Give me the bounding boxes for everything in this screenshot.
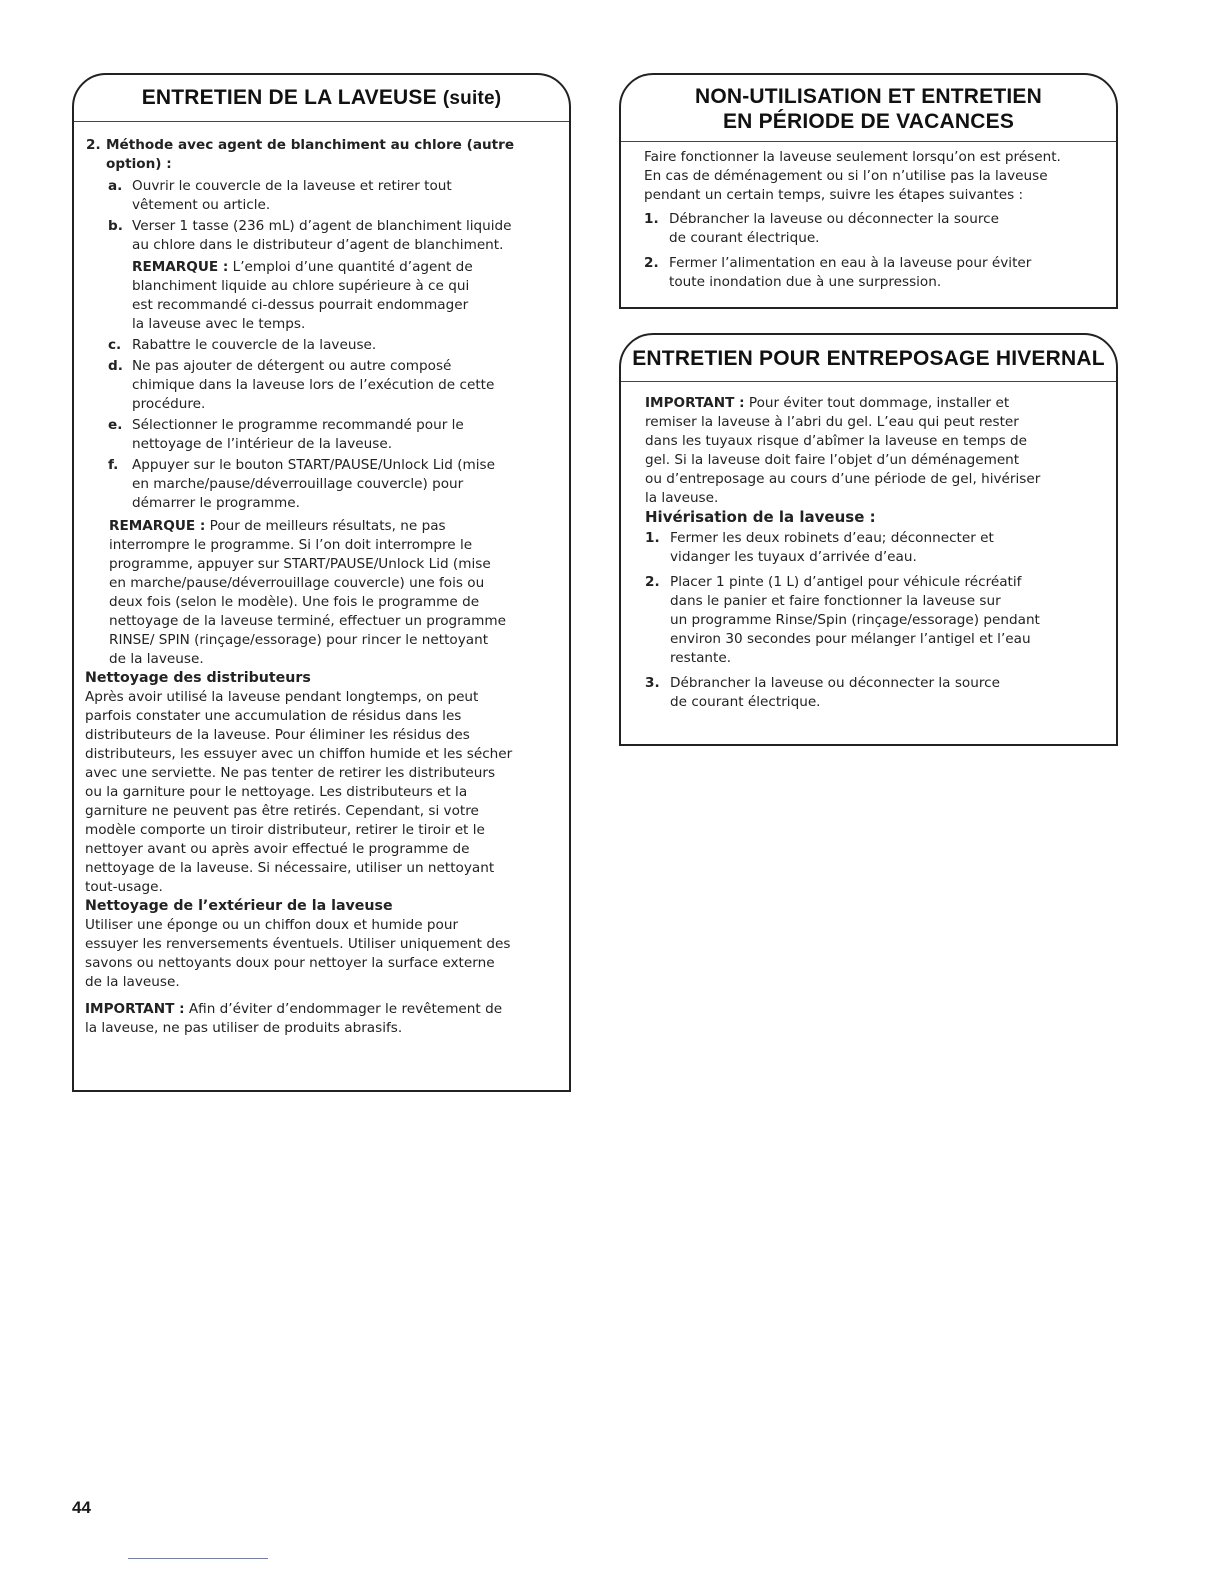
important-label: IMPORTANT : xyxy=(645,395,745,411)
item-text-line: Débrancher la laveuse ou déconnecter la source xyxy=(670,675,1000,691)
paragraph-line: la laveuse. xyxy=(645,490,719,506)
paragraph-line: de la laveuse. xyxy=(85,974,180,990)
note-line: L’emploi d’une quantité d’agent de xyxy=(228,259,473,275)
important-label: IMPORTANT : xyxy=(85,1001,185,1017)
dispensers-paragraph xyxy=(84,688,559,897)
paragraph-line: Afin d’éviter d’endommager le revêtement de xyxy=(184,1001,503,1017)
sub-step-item xyxy=(108,177,559,215)
item-number: 3. xyxy=(645,675,660,691)
item-text-line: Verser 1 tasse (236 mL) d’agent de blanchiment liquide xyxy=(132,218,512,234)
step-item xyxy=(645,674,1106,712)
step-number: 2. xyxy=(86,137,101,153)
section-body xyxy=(621,142,1116,292)
note-line: blanchiment liquide au chlore supérieure à ce qui xyxy=(132,278,470,294)
step-title-line: Méthode avec agent de blanchiment au chlore (autre xyxy=(106,137,515,153)
dispensers-heading: Nettoyage des distributeurs xyxy=(85,670,311,686)
sub-step-item xyxy=(108,217,559,334)
item-text xyxy=(132,336,559,355)
item-number: c. xyxy=(108,337,122,353)
washer-care-continued-section xyxy=(72,73,571,1092)
item-text-line: toute inondation due à une surpression. xyxy=(669,274,942,290)
item-text xyxy=(669,210,1106,248)
item-text xyxy=(670,674,1106,712)
step-list xyxy=(644,210,1106,292)
exterior-paragraph xyxy=(84,916,559,992)
paragraph-line: ou d’entreposage au cours d’une période de gel, hivériser xyxy=(645,471,1041,487)
paragraph-line: dans les tuyaux risque d’abîmer la laveuse en temps de xyxy=(645,433,1027,449)
paragraph-line: tout-usage. xyxy=(85,879,163,895)
step-title-line: option) : xyxy=(106,156,172,172)
paragraph-line: nettoyage de la laveuse. Si nécessaire, utiliser un nettoyant xyxy=(85,860,495,876)
item-text-line: de courant électrique. xyxy=(669,230,820,246)
note-label: REMARQUE : xyxy=(109,518,206,534)
note-label: REMARQUE : xyxy=(132,259,229,275)
section-title-text: ENTRETIEN DE LA LAVEUSE xyxy=(141,86,437,109)
note-line: interrompre le programme. Si l’on doit interrompre le xyxy=(109,537,473,553)
item-text-line: Ouvrir le couvercle de la laveuse et retirer tout xyxy=(132,178,452,194)
step-title xyxy=(106,136,559,174)
item-number: f. xyxy=(108,457,119,473)
section-title xyxy=(621,335,1116,382)
section-title-line: NON-UTILISATION ET ENTRETIEN xyxy=(694,85,1043,108)
paragraph-line: Faire fonctionner la laveuse seulement lorsqu’on est présent. xyxy=(644,149,1061,165)
paragraph-line: En cas de déménagement ou si l’on n’utilise pas la laveuse xyxy=(644,168,1048,184)
item-number: b. xyxy=(108,218,123,234)
winter-storage-section xyxy=(619,333,1118,746)
step-item xyxy=(645,529,1106,567)
item-text-line: en marche/pause/déverrouillage couvercle) pour xyxy=(132,476,464,492)
note-line: deux fois (selon le modèle). Une fois le programme de xyxy=(109,594,480,610)
section-title xyxy=(621,75,1116,142)
section-body xyxy=(74,122,569,1038)
note-line: Pour de meilleurs résultats, ne pas xyxy=(205,518,446,534)
item-text-line: nettoyage de l’intérieur de la laveuse. xyxy=(132,436,393,452)
section-title-line: EN PÉRIODE DE VACANCES xyxy=(722,110,1015,133)
paragraph-line: ou la garniture pour le nettoyage. Les distributeurs et la xyxy=(85,784,468,800)
item-text-line: Débrancher la laveuse ou déconnecter la source xyxy=(669,211,999,227)
paragraph-line: Après avoir utilisé la laveuse pendant longtemps, on peut xyxy=(85,689,479,705)
item-number: 1. xyxy=(645,530,660,546)
item-text-line: dans le panier et faire fonctionner la laveuse sur xyxy=(670,593,1001,609)
intro-paragraph xyxy=(644,148,1106,205)
item-text-line: Appuyer sur le bouton START/PAUSE/Unlock Lid (mise xyxy=(132,457,495,473)
section-title xyxy=(74,75,569,122)
item-text-line: Rabattre le couvercle de la laveuse. xyxy=(132,337,377,353)
item-text xyxy=(132,217,559,334)
paragraph-line: la laveuse, ne pas utiliser de produits abrasifs. xyxy=(85,1020,403,1036)
item-text-line: environ 30 secondes pour mélanger l’antigel et l’eau xyxy=(670,631,1031,647)
item-text xyxy=(132,177,559,215)
item-text-line: un programme Rinse/Spin (rinçage/essorage) pendant xyxy=(670,612,1040,628)
paragraph-line: remiser la laveuse à l’abri du gel. L’eau qui peut rester xyxy=(645,414,1019,430)
item-number: 2. xyxy=(644,255,659,271)
item-text xyxy=(132,357,559,414)
step-2-heading xyxy=(84,136,559,174)
sub-step-item xyxy=(108,336,559,355)
important-text xyxy=(645,395,1040,506)
item-text-line: démarrer le programme. xyxy=(132,495,300,511)
item-text-line: chimique dans la laveuse lors de l’exécution de cette xyxy=(132,377,495,393)
note-line: nettoyage de la laveuse terminé, effectuer un programme xyxy=(109,613,506,629)
paragraph-line: avec une serviette. Ne pas tenter de retirer les distributeurs xyxy=(85,765,496,781)
item-text-line: procédure. xyxy=(132,396,206,412)
item-text-line: Ne pas ajouter de détergent ou autre composé xyxy=(132,358,452,374)
paragraph-line: gel. Si la laveuse doit faire l’objet d’un déménagement xyxy=(645,452,1020,468)
paragraph-line: pendant un certain temps, suivre les étapes suivantes : xyxy=(644,187,1024,203)
sub-step-list xyxy=(84,177,559,513)
item-text xyxy=(132,416,559,454)
important-paragraph xyxy=(645,394,1106,508)
paragraph-line: Utiliser une éponge ou un chiffon doux et humide pour xyxy=(85,917,459,933)
note-line: RINSE/ SPIN (rinçage/essorage) pour rincer le nettoyant xyxy=(109,632,489,648)
step-item xyxy=(644,210,1106,248)
item-number: a. xyxy=(108,178,123,194)
paragraph-line: parfois constater une accumulation de résidus dans les xyxy=(85,708,462,724)
section-title-suffix: (suite) xyxy=(442,88,502,109)
item-number: 2. xyxy=(645,574,660,590)
note-line: de la laveuse. xyxy=(109,651,204,667)
paragraph-line: distributeurs de la laveuse. Pour éliminer les résidus des xyxy=(85,727,470,743)
item-text-line: restante. xyxy=(670,650,732,666)
item-number: e. xyxy=(108,417,123,433)
sub-step-item xyxy=(108,456,559,513)
sub-step-item xyxy=(108,416,559,454)
sub-step-item xyxy=(108,357,559,414)
paragraph-line: garniture ne peuvent pas être retirés. Cependant, si votre xyxy=(85,803,479,819)
item-text-line: vidanger les tuyaux d’arrivée d’eau. xyxy=(670,549,917,565)
item-text-line: Fermer les deux robinets d’eau; déconnecter et xyxy=(670,530,994,546)
paragraph-line: Pour éviter tout dommage, installer et xyxy=(744,395,1010,411)
note-line: est recommandé ci-dessus pourrait endommager xyxy=(132,297,469,313)
exterior-heading: Nettoyage de l’extérieur de la laveuse xyxy=(85,898,393,914)
section-title-text: ENTRETIEN POUR ENTREPOSAGE HIVERNAL xyxy=(632,347,1105,370)
note-text xyxy=(109,518,506,667)
item-text-line: Fermer l’alimentation en eau à la laveuse pour éviter xyxy=(669,255,1032,271)
item-text-line: Sélectionner le programme recommandé pour le xyxy=(132,417,464,433)
item-text xyxy=(670,529,1106,567)
paragraph-line: savons ou nettoyants doux pour nettoyer la surface externe xyxy=(85,955,495,971)
paragraph-line: essuyer les renversements éventuels. Utiliser uniquement des xyxy=(85,936,511,952)
item-number: d. xyxy=(108,358,123,374)
item-text-line: de courant électrique. xyxy=(670,694,821,710)
item-text-line: au chlore dans le distributeur d’agent de blanchiment. xyxy=(132,237,504,253)
step-list xyxy=(645,529,1106,712)
item-text xyxy=(669,254,1106,292)
footer-rule xyxy=(128,1558,268,1559)
paragraph-line: modèle comporte un tiroir distributeur, retirer le tiroir et le xyxy=(85,822,485,838)
sub-step-note xyxy=(132,258,559,334)
step-item xyxy=(645,573,1106,668)
page-number: 44 xyxy=(72,1498,91,1517)
important-paragraph xyxy=(84,1000,559,1038)
item-text xyxy=(670,573,1106,668)
item-text-line: vêtement ou article. xyxy=(132,197,271,213)
vacation-care-section xyxy=(619,73,1118,309)
winterizing-heading: Hivérisation de la laveuse : xyxy=(645,508,876,526)
note-line: programme, appuyer sur START/PAUSE/Unlock Lid (mise xyxy=(109,556,491,572)
note-line: en marche/pause/déverrouillage couvercle) une fois ou xyxy=(109,575,485,591)
paragraph-line: nettoyer avant ou après avoir effectué le programme de xyxy=(85,841,470,857)
section-body xyxy=(621,382,1116,712)
item-number: 1. xyxy=(644,211,659,227)
item-text-line: Placer 1 pinte (1 L) d’antigel pour véhicule récréatif xyxy=(670,574,1022,590)
note-line: la laveuse avec le temps. xyxy=(132,316,306,332)
paragraph-line: distributeurs, les essuyer avec un chiffon humide et les sécher xyxy=(85,746,513,762)
note-paragraph xyxy=(84,517,559,669)
item-text xyxy=(132,456,559,513)
step-item xyxy=(644,254,1106,292)
